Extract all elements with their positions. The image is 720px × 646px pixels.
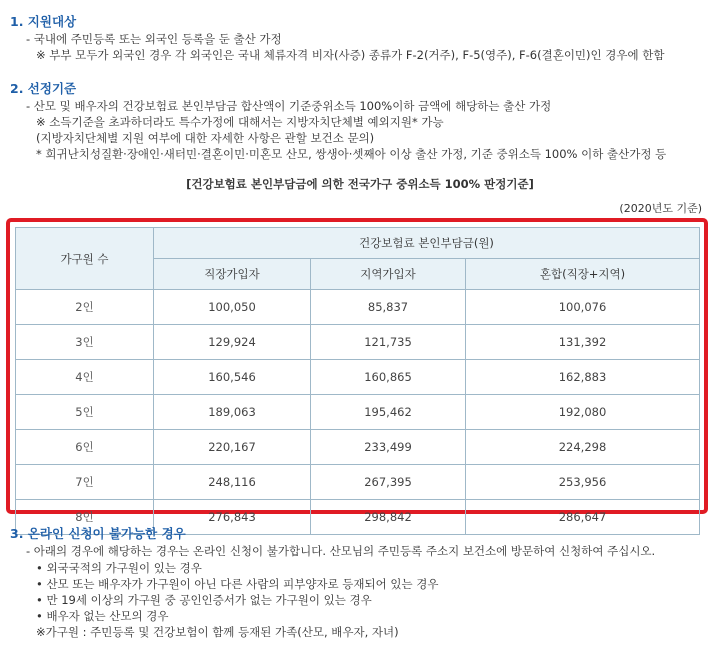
employee-cell: 160,546 [154,360,311,395]
section2-note: ※ 소득기준을 초과하더라도 특수가정에 대해서는 지방자치단체별 예외지원* 가능 [36,115,444,129]
table-row [16,395,700,430]
section3-bullet: • 외국국적의 가구원이 있는 경우 [36,561,202,575]
regional-cell: 195,462 [311,395,466,430]
table-row [16,465,700,500]
employee-cell: 189,063 [154,395,311,430]
header-regional: 지역가입자 [311,259,466,290]
table-row [16,325,700,360]
section2-note: (지방자치단체별 지원 여부에 대한 자세한 사항은 관할 보건소 문의) [36,131,375,145]
mixed-cell: 286,647 [466,500,700,535]
section1-line: - 국내에 주민등록 또는 외국인 등록을 둔 출산 가정 [26,32,282,46]
household-cell: 4인 [16,360,154,395]
mixed-cell: 224,298 [466,430,700,465]
header-mixed: 혼합(직장+지역) [466,259,700,290]
table-basis: (2020년도 기준) [619,202,702,215]
header-employee: 직장가입자 [154,259,311,290]
table-row [16,430,700,465]
section3-bullet: • 배우자 없는 산모의 경우 [36,609,169,623]
employee-cell: 220,167 [154,430,311,465]
household-cell: 8인 [16,500,154,535]
household-cell: 6인 [16,430,154,465]
income-table [15,227,700,535]
mixed-cell: 253,956 [466,465,700,500]
table-row [16,360,700,395]
household-cell: 5인 [16,395,154,430]
section1-title: 1. 지원대상 [10,14,77,29]
household-cell: 2인 [16,290,154,325]
mixed-cell: 162,883 [466,360,700,395]
regional-cell: 267,395 [311,465,466,500]
employee-cell: 276,843 [154,500,311,535]
employee-cell: 129,924 [154,325,311,360]
regional-cell: 298,842 [311,500,466,535]
mixed-cell: 100,076 [466,290,700,325]
section3-note: ※가구원 : 주민등록 및 건강보험이 함께 등재된 가족(산모, 배우자, 자녀) [36,625,399,639]
household-cell: 7인 [16,465,154,500]
mixed-cell: 192,080 [466,395,700,430]
section2-line: - 산모 및 배우자의 건강보험료 본인부담금 합산액이 기준중위소득 100%이하 금액에 해당하는 출산 가정 [26,99,552,113]
header-household: 가구원 수 [16,228,154,290]
household-cell: 3인 [16,325,154,360]
mixed-cell: 131,392 [466,325,700,360]
section1-note: ※ 부부 모두가 외국인 경우 각 외국인은 국내 체류자격 비자(사증) 종류가 F-2(거주), F-5(영주), F-6(결혼이민)인 경우에 한함 [36,48,665,62]
section3-bullet: • 산모 또는 배우자가 가구원이 아닌 다른 사람의 피부양자로 등재되어 있는 경우 [36,577,439,591]
section2-title: 2. 선정기준 [10,81,77,96]
employee-cell: 248,116 [154,465,311,500]
employee-cell: 100,050 [154,290,311,325]
section3-line: - 아래의 경우에 해당하는 경우는 온라인 신청이 불가합니다. 산모님의 주민등록 주소지 보건소에 방문하여 신청하여 주십시오. [26,544,656,558]
section3-title: 3. 온라인 신청이 불가능한 경우 [10,526,186,541]
regional-cell: 85,837 [311,290,466,325]
section2-note: * 희귀난치성질환·장애인·새터민·결혼이민·미혼모 산모, 쌍생아·셋째아 이상 출산 가정, 기준 중위소득 100% 이하 출산가정 등 [36,147,667,161]
section3-bullet: • 만 19세 이상의 가구원 중 공인인증서가 없는 가구원이 있는 경우 [36,593,372,607]
regional-cell: 233,499 [311,430,466,465]
table-row [16,290,700,325]
regional-cell: 160,865 [311,360,466,395]
regional-cell: 121,735 [311,325,466,360]
table-title: [건강보험료 본인부담금에 의한 전국가구 중위소득 100% 판정기준] [186,177,534,191]
header-premium-group: 건강보험료 본인부담금(원) [154,228,700,259]
